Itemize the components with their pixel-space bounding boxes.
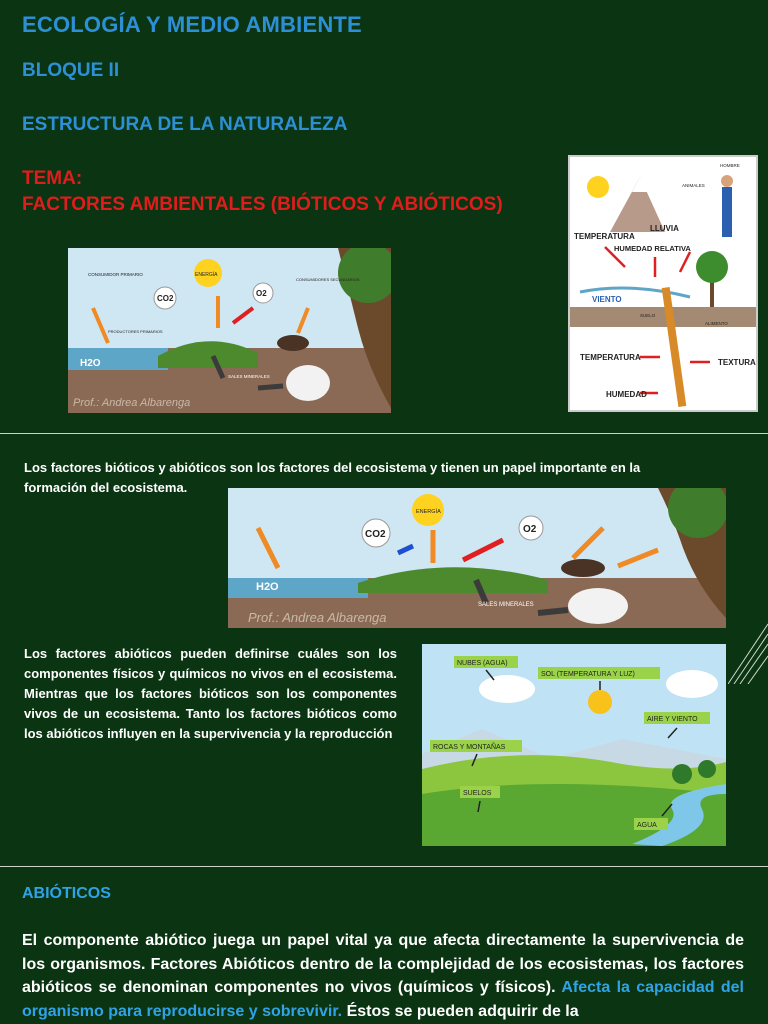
diagram-consumidores2-label: CONSUMIDORES SECUNDARIOS	[296, 277, 360, 282]
landscape-aire-label: AIRE Y VIENTO	[647, 716, 698, 723]
decorative-lines	[728, 614, 768, 684]
illus-suelo-label: SUELO	[640, 313, 656, 318]
intro-text: Los factores bióticos y abióticos son los factores del ecosistema y tienen un papel importante en la formación del ecosistema.	[24, 460, 641, 495]
landscape-rocas-label: ROCAS Y MONTAÑAS	[433, 744, 506, 751]
diagram-h2o-label: H2O	[80, 358, 101, 369]
estructura-heading: ESTRUCTURA DE LA NATURALEZA	[22, 114, 348, 135]
abioticos-paragraph	[22, 929, 744, 1023]
diagram-co2-label: CO2	[157, 294, 174, 303]
diagram-sales-label: SALES MINERALES	[228, 374, 270, 379]
slide-2	[0, 434, 768, 865]
abioticos-heading: ABIÓTICOS	[22, 885, 111, 902]
slide-title: ECOLOGÍA Y MEDIO AMBIENTE	[22, 12, 362, 37]
illus-viento-label: VIENTO	[592, 295, 622, 304]
slide-1	[0, 0, 768, 432]
illus-temperatura-label: TEMPERATURA	[574, 232, 635, 241]
diagram2-o2-label: O2	[523, 524, 537, 535]
abiotic-factors-illustration	[568, 155, 758, 412]
ecosystem-diagram-large	[228, 488, 726, 628]
abioticos-paragraph-highlight: Afecta la capacidad del organismo para reproducirse y sobrevivir.	[22, 979, 744, 1020]
tema-title: FACTORES AMBIENTALES (BIÓTICOS Y ABIÓTICOS)	[22, 194, 503, 215]
landscape-suelos-label: SUELOS	[463, 790, 492, 797]
abioticos-definicion-text: Los factores abióticos pueden definirse cuáles son los componentes físicos y químicos no vivos en el ecosistema. Mientras que los factores bióticos son los componentes vivos de un ecosistema. Tanto los factores bióticos como los abióticos influyen en la supervivencia y la reproducción	[24, 646, 397, 741]
illus-hombre-label: HOMBRE	[720, 163, 740, 168]
abiotic-landscape-illustration	[422, 644, 726, 846]
illus-humedad-relativa-label: HUMEDAD RELATIVA	[614, 244, 691, 253]
diagram2-sales-label: SALES MINERALES	[478, 602, 534, 608]
diagram2-credit: Prof.: Andrea Albarenga	[248, 610, 387, 625]
illus-animales-label: ANIMALES	[682, 183, 705, 188]
illus-humedad-label: HUMEDAD	[606, 390, 647, 399]
abioticos-paragraph-start: El componente abiótico juega un papel vital ya que afecta directamente la supervivencia de los organismos. Factores Abióticos dentro de la complejidad de los ecosistemas, los factores abióticos se denominan componentes no vivos (químicos y físicos).	[22, 932, 744, 996]
bloque-heading: BLOQUE II	[22, 60, 120, 81]
diagram2-energia-label: ENERGÍA	[416, 509, 441, 515]
abioticos-paragraph-end: Éstos se pueden adquirir de la	[342, 1002, 579, 1020]
diagram-credit: Prof.: Andrea Albarenga	[73, 397, 191, 409]
landscape-agua-label: AGUA	[637, 822, 657, 829]
landscape-nubes-label: NUBES (AGUA)	[457, 660, 508, 667]
ecosystem-diagram	[68, 248, 391, 413]
diagram2-h2o-label: H2O	[256, 581, 279, 593]
diagram-consumidor-label: CONSUMIDOR PRIMARIO	[88, 272, 143, 277]
illus-textura-label: TEXTURA	[718, 358, 756, 367]
slide-3	[0, 867, 768, 1024]
illus-lluvia-label: LLUVIA	[650, 224, 679, 233]
illus-alimento-label: ALIMENTO	[705, 321, 728, 326]
diagram-energia-label: ENERGÍA	[195, 272, 218, 278]
landscape-sol-label: SOL (TEMPERATURA Y LUZ)	[541, 671, 635, 678]
diagram2-co2-label: CO2	[365, 529, 386, 540]
tema-label: TEMA:	[22, 168, 83, 189]
illus-temperatura2-label: TEMPERATURA	[580, 353, 641, 362]
diagram-productores-label: PRODUCTORES PRIMARIOS	[108, 329, 163, 334]
diagram-o2-label: O2	[256, 289, 267, 298]
